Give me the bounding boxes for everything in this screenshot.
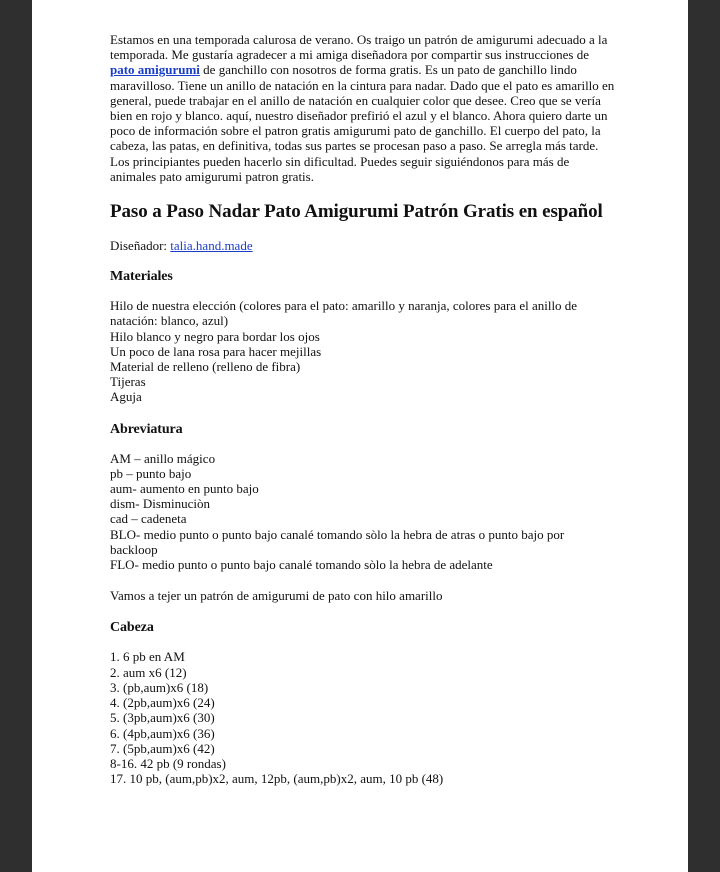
list-item: Hilo de nuestra elección (colores para el pato: amarillo y naranja, colores para el anillo de natación: blanco, azul)	[110, 298, 578, 329]
head-rows	[110, 649, 615, 786]
pattern-row: 4. (2pb,aum)x6 (24)	[110, 695, 215, 711]
list-item: Tijeras	[110, 374, 146, 390]
list-item: AM – anillo mágico	[110, 450, 216, 466]
pattern-row: 6. (4pb,aum)x6 (36)	[110, 725, 215, 741]
pattern-row: 17. 10 pb, (aum,pb)x2, aum, 12pb, (aum,pb)x2, aum, 10 pb (48)	[110, 771, 444, 787]
pattern-row: 1. 6 pb en AM	[110, 649, 185, 665]
list-item: FLO- medio punto o punto bajo canalé tomando sòlo la hebra de adelante	[110, 557, 493, 573]
designer-label: Diseñador:	[110, 238, 171, 254]
abbreviations-heading: Abreviatura	[110, 421, 183, 437]
page-title: Paso a Paso Nadar Pato Amigurumi Patrón Gratis en español	[110, 201, 603, 223]
intro-text-start: Estamos en una temporada calurosa de verano. Os traigo un patrón de amigurumi adecuado a la temporada. Me gustaría agradecer a mi amiga diseñadora por compartir sus instrucciones de	[110, 32, 608, 63]
list-item: Hilo blanco y negro para bordar los ojos	[110, 328, 320, 344]
pattern-row: 7. (5pb,aum)x6 (42)	[110, 740, 215, 756]
list-item: dism- Disminuciòn	[110, 496, 211, 512]
materials-heading: Materiales	[110, 269, 173, 285]
pattern-intro-text: Vamos a tejer un patrón de amigurumi de pato con hilo amarillo	[110, 588, 443, 604]
pattern-row: 2. aum x6 (12)	[110, 664, 187, 680]
pattern-row: 3. (pb,aum)x6 (18)	[110, 679, 209, 695]
list-item: Material de relleno (relleno de fibra)	[110, 359, 301, 375]
list-item: Un poco de lana rosa para hacer mejillas	[110, 343, 322, 359]
list-item: Aguja	[110, 389, 142, 405]
list-item: pb – punto bajo	[110, 465, 192, 481]
intro-paragraph	[110, 32, 615, 184]
list-item: BLO- medio punto o punto bajo canalé tomando sòlo la hebra de atras o punto bajo por backloop	[110, 526, 565, 557]
document-page	[32, 0, 688, 872]
pattern-row: 5. (3pb,aum)x6 (30)	[110, 710, 215, 726]
pattern-row: 8-16. 42 pb (9 rondas)	[110, 755, 226, 771]
designer-line	[110, 238, 615, 253]
designer-link[interactable]: talia.hand.made	[170, 238, 253, 254]
head-heading: Cabeza	[110, 620, 154, 636]
pato-amigurumi-link[interactable]: pato amigurumi	[110, 62, 200, 78]
list-item: cad – cadeneta	[110, 511, 187, 527]
document-content	[110, 32, 615, 786]
abbreviations-list	[110, 451, 615, 573]
list-item: aum- aumento en punto bajo	[110, 481, 259, 497]
intro-text-end: de ganchillo con nosotros de forma gratis. Es un pato de ganchillo lindo maravilloso. Tiene un anillo de natación en la cintura para nadar. Dado que el pato es amarillo en general, puede trabajar en el anillo de natación en cualquier color que desee. Creo que se vería bien en rojo y blanco. aquí, nuestro diseñador prefirió el azul y el blanco. Ahora quiero darte un poco de información sobre el patron gratis amigurumi pato de ganchillo. El cuerpo del pato, la cabeza, las patas, en definitiva, todas sus partes se procesan paso a paso. Se arregla más tarde. Los principiantes pueden hacerlo sin dificultad. Puedes seguir siguiéndonos para más de animales pato amigurumi patron gratis.	[110, 62, 615, 184]
materials-list	[110, 298, 615, 404]
